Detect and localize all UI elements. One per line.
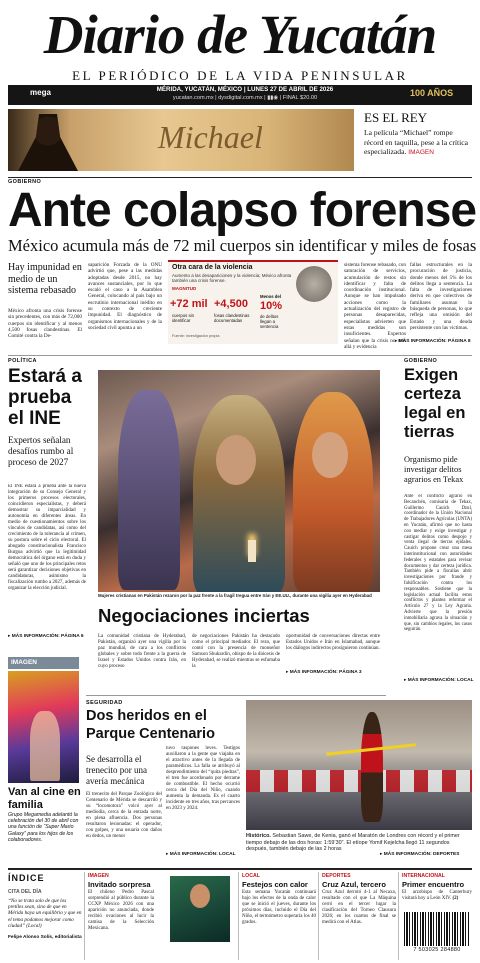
infographic-stat1-label: cuerpos sin identificar — [172, 313, 194, 323]
woman-face-center — [216, 435, 256, 485]
marathon-caption — [246, 833, 472, 853]
top-teaser-section: IMAGEN — [408, 149, 434, 156]
government-text: Ante el conflicto agrario en Becanchén, comisaría de Tekax, Guillermo Cauich Dzul, coordinador de la Unión Nacional de Trabajadores Agrícolas (UNTA) en Yucatán, afirmó que no hasta con mediar y exige investigar y castigar delitos como despojo y venta ilegal de tierras ejidales. Cauich propone crear una mesa interinstitucional con autoridades federales y estatales para revisar documentos y dar certeza jurídica. También pide a fiscalías abrir investigaciones por fraude y falsificación contra los responsables. Sostiene que la legislación actual facilita estos conflictos y plantea reformar el Artículo 27 y la Ley Agraria. Advierte que la presión inmobiliaria agrava la situación y que, sin cambios legales, los casos seguirán. — [404, 494, 472, 633]
barcode-number: 7 503025 284880 — [413, 947, 461, 953]
brief4-text — [402, 890, 472, 902]
brief3-headline: Cruz Azul, tercero — [322, 880, 386, 889]
woman-face-right — [312, 432, 348, 478]
government-subhead: Organismo pide investigar delitos agrarios en Tekax — [404, 455, 464, 484]
security-deck: Se desarrolla el trenecito por una avería mecánica — [86, 754, 147, 786]
dateline: MÉRIDA, YUCATÁN, MÉXICO | LUNES 27 DE ABRIL DE 2026 — [156, 86, 334, 93]
infographic-stat3-value: 10% — [260, 300, 283, 312]
government-more-info[interactable]: ▸ MÁS INFORMACIÓN: LOCAL — [404, 678, 474, 683]
woman-headscarf-left — [118, 390, 180, 590]
brief1-headline: Invitado sorpresa — [88, 880, 151, 889]
megamedia-logo: mega — [30, 88, 51, 97]
infographic-source: Fuente: investigación propia — [172, 334, 220, 338]
lead-col5: fallas estructurales en la procuración de justicia, donde menos del 5% de los delitos llega a sentencia. La falta de investigaciones deriva en que colectivos de familiares asuman la búsqueda de personas, lo que refleja una omisión del Estado y una deuda persistente con las víctimas. — [410, 262, 472, 331]
main-photo-col3: oportunidad de conversaciones directas entre Estados Unidos e Irán en Islamabad, aunque los diálogos indirectos prosiguieron continúan. — [286, 634, 380, 651]
performer-silhouette-icon — [18, 114, 78, 171]
main-photo-vigil — [98, 370, 380, 592]
top-teaser-body: La película “Michael” rompe récord en taquilla, pese a la crítica especializada. — [364, 128, 468, 156]
runner-figure — [361, 712, 383, 822]
politics-subhead: Expertos señalan desafíos rumbo al proceso de 2027 — [8, 435, 74, 467]
person-head — [190, 884, 210, 908]
marathon-caption-text: Sebastian Sawe, de Kenia, ganó el Maratón de Londres con récord y el primer tiempo debajo de las dos horas: 1:59’30”. El etíope Yomif Kejelcha llegó 11 segundos después, también debajo de las 2 horas — [246, 833, 460, 853]
quote-author: Felipe Alonso Solís, editorialista — [8, 935, 82, 940]
quote-label: CITA DEL DÍA — [8, 889, 42, 895]
masthead-title: Diario de Yucatán — [43, 4, 437, 65]
top-teaser-headline: ES EL REY — [364, 110, 428, 125]
infographic-stat2-label: fosas clandestinas documentadas — [214, 313, 250, 323]
security-col2: tuvo raspones leves. Testigos auxiliaron a la gente que viajaba en el atractivo antes de la llegada de paramédicos. La falla se atribuyó al desprendimiento del “quita piedras”, el tren fue acordonado por derrame de combustible. El hecho ocurrió cerca del Día del Niño, cuando aumenta la demanda. Es el cuarto incidente en tres años, tras percances en 2023 y 2024. — [166, 746, 240, 811]
woman-headscarf-right — [293, 392, 373, 592]
imagen-box-headline: Van al cine en familia — [8, 786, 81, 811]
lead-more-info[interactable]: ▸ MÁS INFORMACIÓN: PÁGINA 8 — [395, 339, 471, 344]
infographic-stat2-value: +4,500 — [214, 298, 248, 310]
brief4-page: (2) — [452, 896, 459, 901]
brief4-body: El arzobispo de Canterbury visitará hoy a León XIV. — [402, 890, 472, 901]
government-headline: Exigen certeza legal en tierras — [404, 366, 466, 441]
security-headline: Dos heridos en el Parque Centenario — [86, 708, 215, 742]
masthead-tagline: EL PERIÓDICO DE LA VIDA PENINSULAR — [72, 68, 408, 83]
candle-icon — [248, 540, 256, 562]
politics-text: El INE estará a prueba ante la nueva integración de su Consejo General y los primeros procesos electorales, coincidieron especialistas, y deberá demostrar su imparcialidad y autonomía en diferentes áreas. En medio de cuestionamientos sobre los vínculos de candidatas, así como del crecimiento de la tolerancia al crimen, su postura sobre el ciclo electoral. El abogado constitucionalista Francisco Burgoa advirtió que la legitimidad democrática del órgano está en duda y señaló que uno de los principales retos será garantizar decisiones objetivas en candidaturas, asimismo la fiscalización rumbo a 2027, además de organizar la elección judicial. — [8, 484, 86, 591]
security-section: SEGURIDAD — [86, 700, 123, 706]
lead-side-headline: Hay impunidad en medio de un sistema rebasado — [8, 262, 82, 296]
woman-headscarf-center — [193, 395, 285, 592]
brief2-headline: Festejos con calor — [242, 880, 308, 889]
imagen-box-text: Grupo Megamedia adelantó la celebración del 30 de abril con una función de “Super Mario Galaxy” para los hijos de los colaboradores. — [8, 812, 79, 843]
brief2-section: LOCAL — [242, 873, 260, 879]
marathon-photo — [246, 700, 472, 830]
main-photo-caption: Mujeres cristianas en Pakistán rezaron por la paz frente a la fragil tregua entre Irán y EE.UU., durante una vigilia ayer en Hyderabad — [98, 593, 372, 598]
brief1-section: IMAGEN — [88, 873, 109, 879]
lead-col2: saparición Forzada de la ONU advirtió que, pese a las medidas adoptadas desde 2015, no hay avances sustanciales, por lo que escaló el caso a la Asamblea General, colocando al país bajo un escrutinio internacional inédito en su contexto de creciente impunidad. El diagnóstico de organismos internacionales y de la sociedad civil apunta a un — [88, 262, 162, 331]
main-photo-more-info[interactable]: ▸ MÁS INFORMACIÓN: PÁGINA 3 — [286, 670, 362, 675]
brief3-section: DEPORTES — [322, 873, 351, 879]
main-photo-col2: de negociaciones Pakistán ha destacado como el principal mediador. El rezo, que contó con la presencia de monseñor Samson Shukardin, obispo de la diócesis de Hyderabad, se realizó mientras se esfumaba la — [192, 634, 280, 669]
politics-section: POLÍTICA — [8, 358, 37, 364]
hand-icon — [296, 266, 332, 302]
cinema-family-figure — [30, 711, 60, 781]
security-col1: El trenecito del Parque Zoológico del Centenario de Mérida se descarriló y su “locomotora” volcó ayer al mediodía, cerca de la entrada norte, en plena afluencia. Dos personas resultaron lesionadas: el operador, con golpes, y una usuaria con daños en dedos, un menor — [86, 792, 162, 839]
infographic-stat1-value: +72 mil — [170, 298, 208, 310]
websites: yucatan.com.mx | dysdigital.com.mx | ▮▮◉ | FINAL $20.00 — [172, 95, 318, 101]
politics-more-info[interactable]: ▸ MÁS INFORMACIÓN: PÁGINA 6 — [8, 634, 84, 639]
infographic-stat3-label: de delitos llegan a sentencia — [260, 314, 279, 329]
marathon-more-info[interactable]: ▸ MÁS INFORMACIÓN: DEPORTES — [380, 852, 460, 857]
politics-headline: Estará a prueba el INE — [8, 366, 82, 429]
imagen-box-section: IMAGEN — [8, 657, 79, 669]
main-photo-headline: Negociaciones inciertas — [98, 605, 310, 626]
brief3-text: Cruz Azul derrotó 4-1 al Necaxa, resultado con el que La Máquina cerró en el tercer lugar la clasificación del Torneo Clausura 2026; en los cuartos de final se medirá con el Atlas. — [322, 890, 396, 925]
quote-text: “No se trata solo de que los pretiles sean, sino de que en Mérida haya un equilibrio y que en el tema podamos mejorar como ciudad” (Local) — [8, 898, 82, 929]
infographic-title: Otra cara de la violencia — [172, 264, 253, 271]
lead-side-text: México afronta una crisis forense sin precedentes, con más de 72,000 cuerpos sin identificar y al menos 4,500 fosas clandestinas. El Comité contra la De- — [8, 308, 82, 340]
barcode — [404, 912, 470, 946]
brief2-text: Esta semana Yucatán continuará bajo los efectos de la onda de calor que se inició el jueves, durante los próximos días, incluido el Día del Niño, el termómetro superaría los 40 grados. — [242, 890, 316, 925]
lead-section: GOBIERNO — [8, 179, 42, 185]
brief4-section: INTERNACIONAL — [402, 873, 445, 879]
security-more-info[interactable]: ▸ MÁS INFORMACIÓN: LOCAL — [166, 852, 236, 857]
michael-banner — [8, 109, 354, 171]
brief1-text: El chileno Pedro Pascal sorprendió al público durante la CCXP México 2026 con una aparición no anunciada, donde recibió ovaciones al lucir la camisa de la Selección Mexicana. — [88, 890, 154, 931]
pedro-pascal-photo — [170, 876, 230, 942]
lead-headline: Ante colapso forense — [8, 184, 477, 237]
lead-col4: sistema forense rebasado, con saturación de servicios, acumulación de restos sin identificar y falta de coordinación institucional. Aunque se han impulsado acciones como la actualización del registro de personas desaparecidas, especialistas advierten que estas medidas son insuficientes. Expertos señalan que la crisis no más allá y evidencia — [344, 262, 406, 350]
lead-subhead: México acumula más de 72 mil cuerpos sin identificar y miles de fosas — [8, 236, 477, 255]
anniversary-badge: 100 AÑOS — [410, 88, 454, 98]
crowd-barrier — [246, 770, 472, 792]
infographic-label: MAGNITUD — [172, 286, 197, 291]
marathon-caption-label: Histórico. — [246, 833, 271, 839]
infographic-stat3-pre: Menos del — [260, 294, 282, 299]
imagen-box-photo — [8, 671, 79, 783]
brief4-headline: Primer encuentro — [402, 880, 465, 889]
michael-banner-text: Michael — [158, 119, 263, 155]
main-photo-col1: La comunidad cristiana de Hyderabad, Pakistán, organizó ayer una vigilia por la paz mundial, de cara a los conflictos globales y sobre todo frente a la guerra de Israel y Estados Unidos contra Irán, en cuyo proceso — [98, 634, 186, 669]
government-section: GOBIERNO — [404, 358, 438, 364]
top-teaser-text — [364, 128, 474, 158]
index-title: ÍNDICE — [8, 873, 45, 883]
infographic-subtitle: Aumento a las desapariciones y la violencia; México afronta también una crisis forense. — [172, 273, 292, 284]
